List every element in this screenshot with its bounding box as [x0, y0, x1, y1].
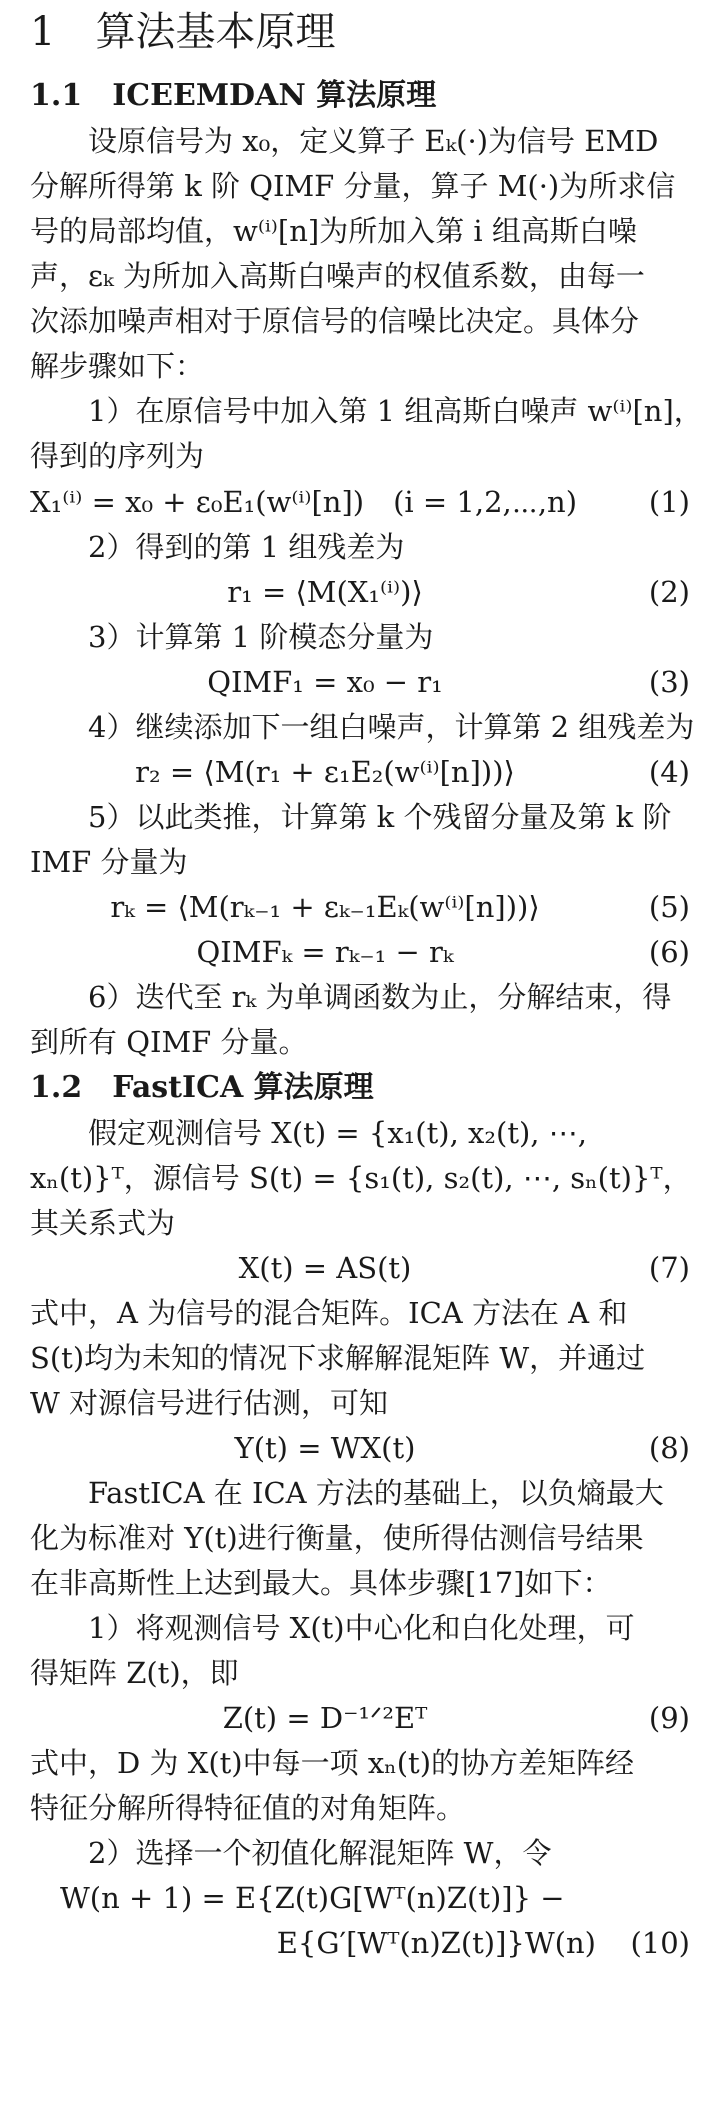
equation-3 [30, 660, 690, 704]
section-title: 1 算法基本原理 [30, 9, 336, 55]
equation-number: (6) [648, 935, 690, 969]
step-line: 6）迭代至 rₖ 为单调函数为止，分解结束，得 [88, 980, 672, 1014]
equation-7 [30, 1246, 690, 1290]
equation-expression: QIMFₖ = rₖ₋₁ − rₖ [196, 935, 454, 969]
step-line: 2）选择一个初值化解混矩阵 W，令 [88, 1836, 552, 1870]
equation-expression: W(n + 1) = E{Z(t)G[Wᵀ(n)Z(t)]} − [60, 1881, 565, 1915]
equation-number: (2) [648, 575, 690, 609]
step-line: 3）计算第 1 阶模态分量为 [88, 620, 434, 654]
paragraph-line: W 对源信号进行估测，可知 [30, 1386, 389, 1420]
equation-6 [30, 930, 690, 974]
equation-8 [30, 1426, 690, 1470]
step-line: 1）将观测信号 X(t)中心化和白化处理，可 [88, 1611, 635, 1645]
equation-number: (3) [648, 665, 690, 699]
equation-10-line-2 [30, 1921, 690, 1965]
step-line: 1）在原信号中加入第 1 组高斯白噪声 w⁽ⁱ⁾[n]， [88, 394, 703, 428]
paragraph-line: 号的局部均值，w⁽ⁱ⁾[n]为所加入第 i 组高斯白噪 [30, 214, 637, 248]
equation-expression: QIMF₁ = x₀ − r₁ [207, 665, 443, 699]
paragraph-line: 化为标准对 Y(t)进行衡量，使所得估测信号结果 [30, 1521, 644, 1555]
step-line: 2）得到的第 1 组残差为 [88, 530, 405, 564]
paragraph-line: xₙ(t)}ᵀ，源信号 S(t) = {s₁(t), s₂(t), ⋯, sₙ(t)}ᵀ， [30, 1161, 692, 1195]
equation-expression: X(t) = AS(t) [238, 1251, 412, 1285]
equation-9 [30, 1696, 690, 1740]
paragraph-line: 假定观测信号 X(t) = {x₁(t), x₂(t), ⋯, [88, 1116, 587, 1150]
paragraph-line: 特征分解所得特征值的对角矩阵。 [30, 1791, 466, 1825]
subsection-title-iceemdan: 1.1 ICEEMDAN 算法原理 [30, 78, 437, 113]
step-line: 得矩阵 Z(t)，即 [30, 1656, 239, 1690]
paragraph-line: 解步骤如下： [30, 349, 205, 383]
equation-number: (8) [648, 1431, 690, 1465]
equation-10-line-1 [30, 1876, 690, 1920]
paragraph-line: 设原信号为 x₀，定义算子 Eₖ(·)为信号 EMD [88, 124, 659, 158]
equation-expression: Y(t) = WX(t) [234, 1431, 416, 1465]
paragraph-line: 式中，A 为信号的混合矩阵。ICA 方法在 A 和 [30, 1296, 628, 1330]
paragraph-line: 其关系式为 [30, 1206, 176, 1240]
paragraph-line: 式中，D 为 X(t)中每一项 xₙ(t)的协方差矩阵经 [30, 1746, 635, 1780]
equation-expression: E{G′[Wᵀ(n)Z(t)]}W(n) [276, 1926, 596, 1960]
paragraph-line: 分解所得第 k 阶 QIMF 分量，算子 M(·)为所求信 [30, 169, 676, 203]
paragraph-line: 声，εₖ 为所加入高斯白噪声的权值系数，由每一 [30, 259, 645, 293]
equation-1 [30, 480, 690, 524]
equation-expression: r₁ = ⟨M(X₁⁽ⁱ⁾)⟩ [227, 575, 423, 609]
step-line: IMF 分量为 [30, 845, 188, 879]
paragraph-line: S(t)均为未知的情况下求解解混矩阵 W，并通过 [30, 1341, 646, 1375]
equation-number: (7) [648, 1251, 690, 1285]
equation-expression: Z(t) = D⁻¹ᐟ²Eᵀ [222, 1701, 428, 1735]
subsection-title-fastica: 1.2 FastICA 算法原理 [30, 1070, 374, 1105]
step-line: 到所有 QIMF 分量。 [30, 1025, 308, 1059]
equation-expression: X₁⁽ⁱ⁾ = x₀ + ε₀E₁(w⁽ⁱ⁾[n]) (i = 1,2,⋯,n) [30, 485, 578, 519]
equation-4 [30, 750, 690, 794]
equation-expression: r₂ = ⟨M(r₁ + ε₁E₂(w⁽ⁱ⁾[n]))⟩ [135, 755, 515, 789]
equation-expression: rₖ = ⟨M(rₖ₋₁ + εₖ₋₁Eₖ(w⁽ⁱ⁾[n]))⟩ [110, 890, 540, 924]
equation-number: (5) [648, 890, 690, 924]
paragraph-line: 次添加噪声相对于原信号的信噪比决定。具体分 [30, 304, 640, 338]
equation-number: (10) [630, 1926, 690, 1960]
paragraph-line: 在非高斯性上达到最大。具体步骤[17]如下： [30, 1566, 612, 1600]
step-line: 4）继续添加下一组白噪声，计算第 2 组残差为 [88, 710, 695, 744]
equation-number: (9) [648, 1701, 690, 1735]
equation-5 [30, 885, 690, 929]
equation-number: (1) [648, 485, 690, 519]
step-line: 5）以此类推，计算第 k 个残留分量及第 k 阶 [88, 800, 672, 834]
equation-2 [30, 570, 690, 614]
paragraph-line: FastICA 在 ICA 方法的基础上，以负熵最大 [88, 1476, 664, 1510]
step-line: 得到的序列为 [30, 439, 205, 473]
equation-number: (4) [648, 755, 690, 789]
